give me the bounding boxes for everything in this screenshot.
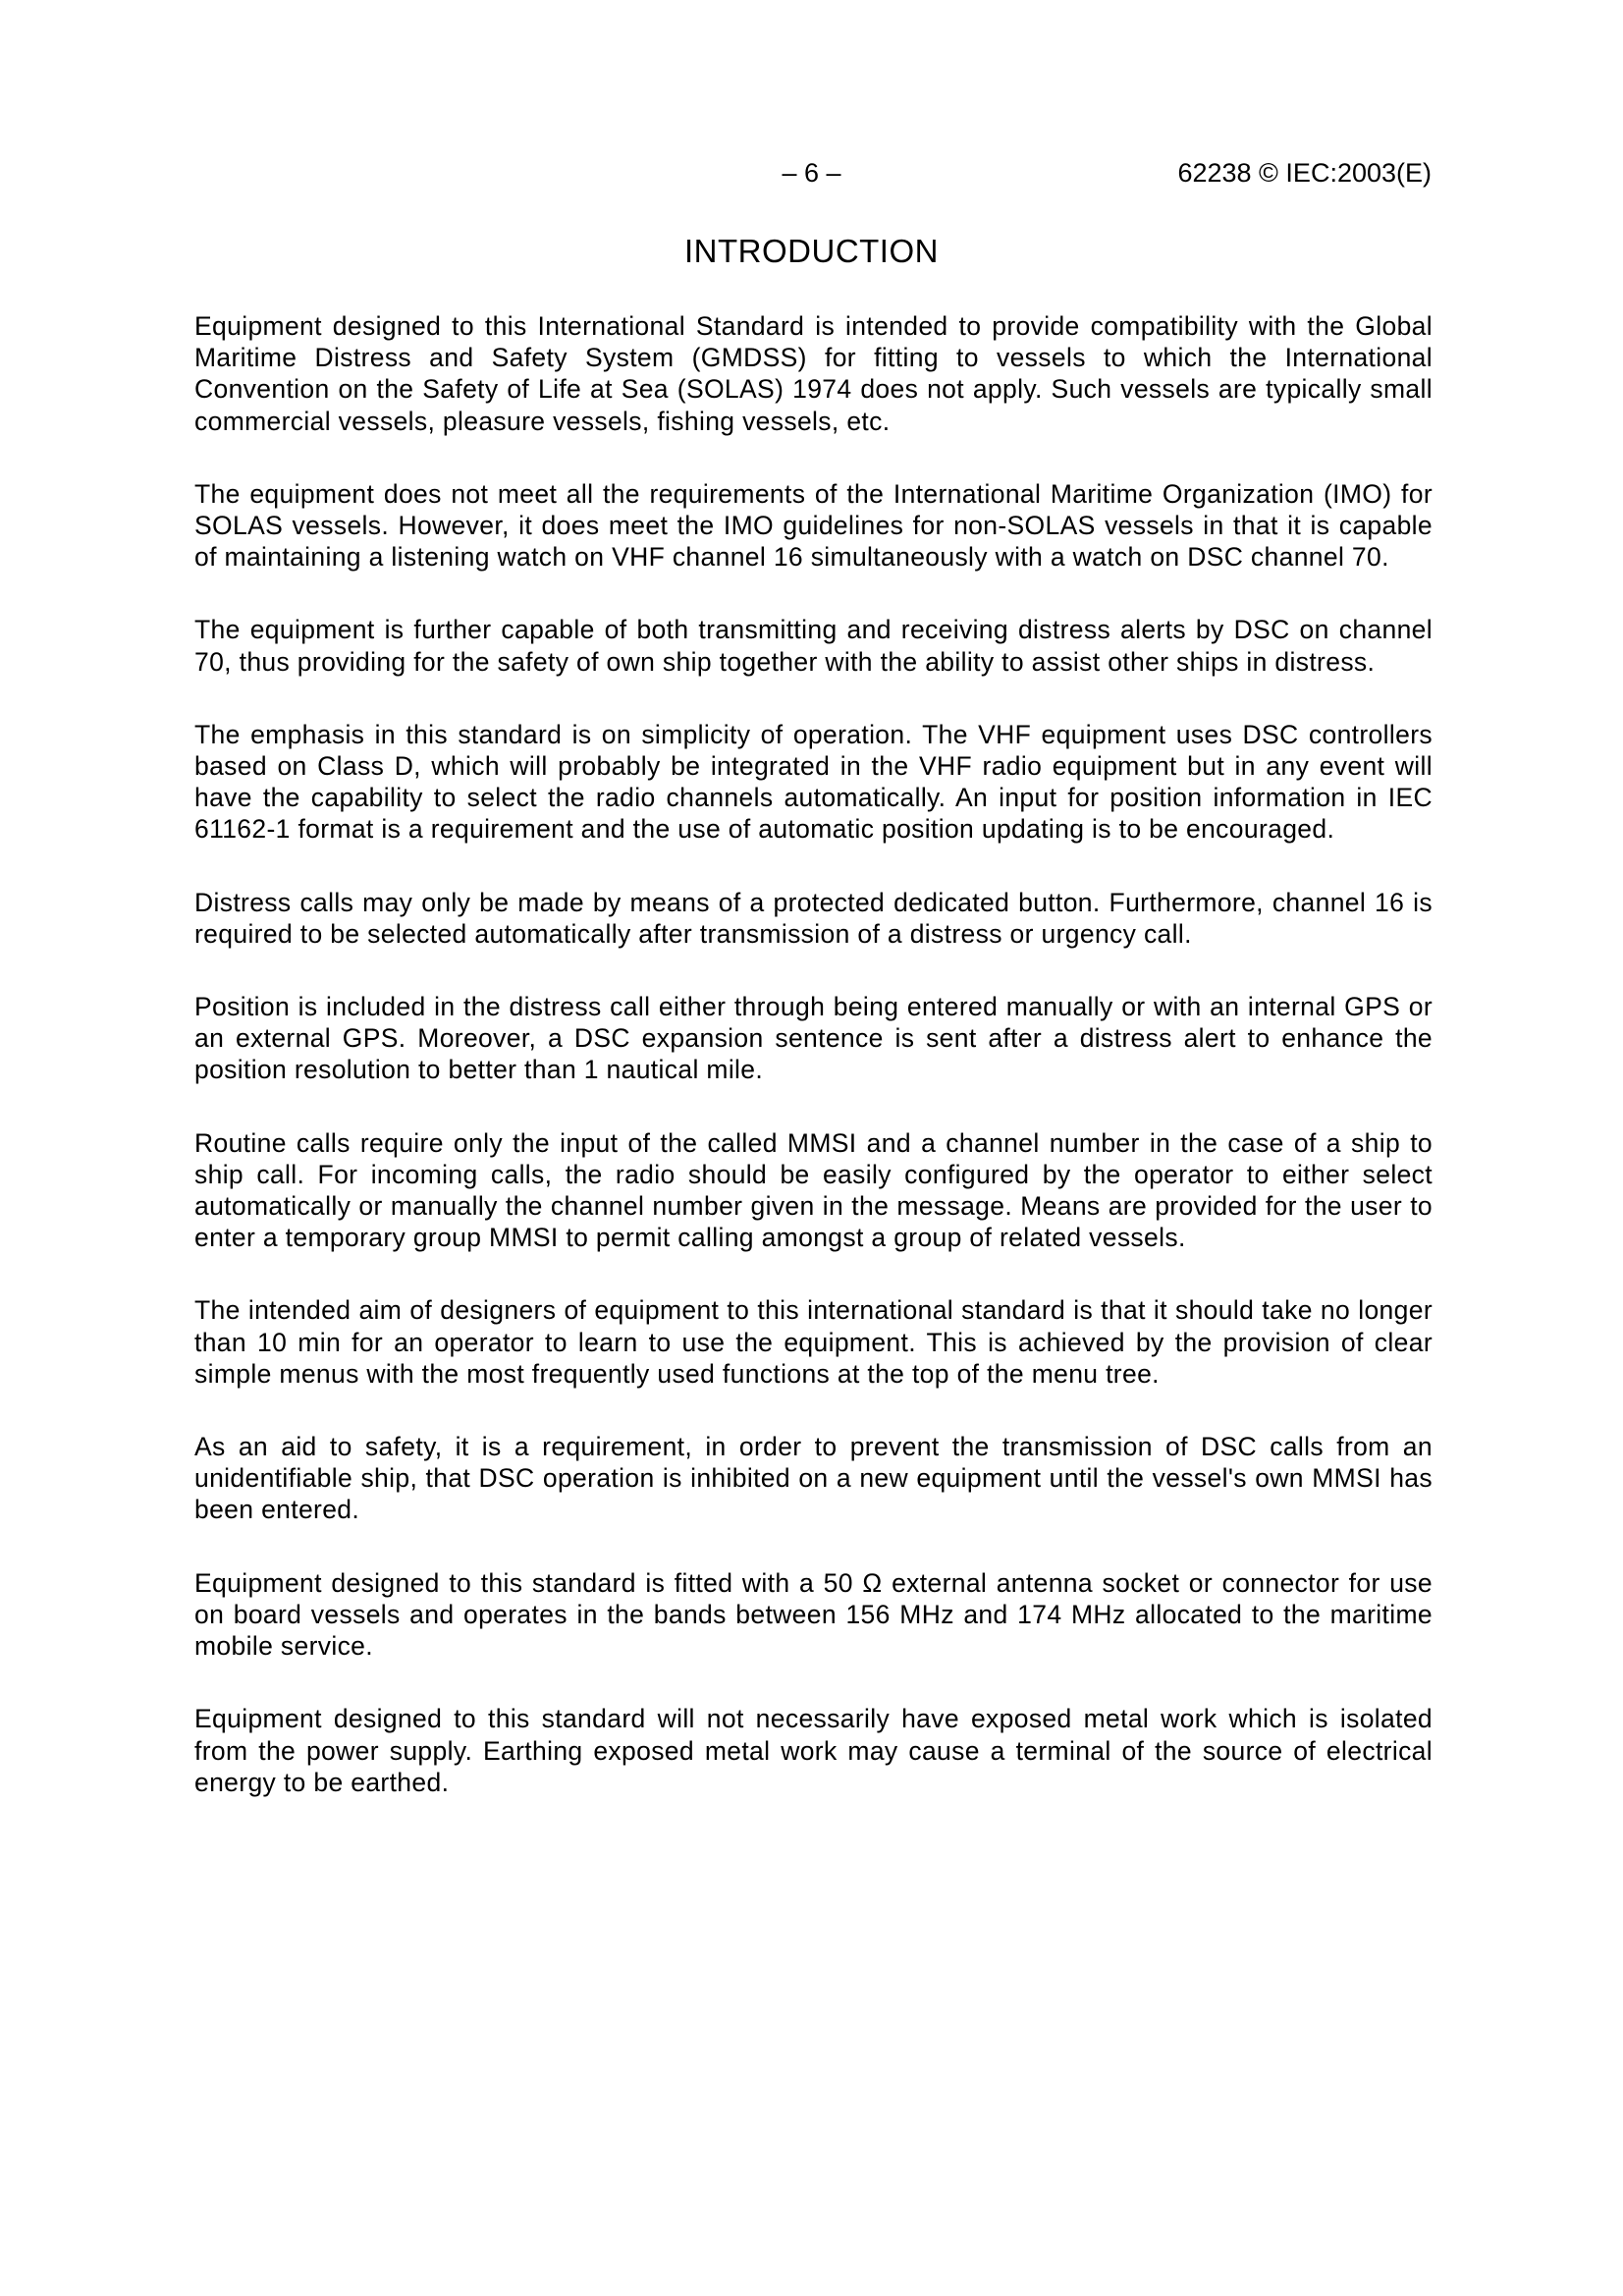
body-text bbox=[194, 310, 1433, 1839]
page-header bbox=[0, 153, 1623, 192]
paragraph: Equipment designed to this standard will not necessarily have exposed metal work which is isolated from the power supply. Earthing exposed metal work may cause a terminal of the source of electrical energy to be earthed. bbox=[194, 1704, 1433, 1797]
paragraph: Equipment designed to this standard is fitted with a 50 Ω external antenna socket or connector for use on board vessels and operates in the bands between 156 MHz and 174 MHz allocated to the maritime mobile service. bbox=[194, 1567, 1433, 1662]
paragraph: The intended aim of designers of equipment to this international standard is that it should take no longer than 10 min for an operator to learn to use the equipment. This is achieved by the provision of clear simple menus with the most frequently used functions at the top of the menu tree. bbox=[194, 1295, 1433, 1389]
section-title: INTRODUCTION bbox=[684, 233, 939, 269]
paragraph: As an aid to safety, it is a requirement, in order to prevent the transmission of DSC calls from an unidentifiable ship, that DSC operation is inhibited on a new equipment until the vessel's own MMSI has been entered. bbox=[194, 1432, 1433, 1525]
paragraph: Routine calls require only the input of the called MMSI and a channel number in the case of a ship to ship call. For incoming calls, the radio should be easily configured by the operator to either select automatically or manually the channel number given in the message. Means are provided for the user to enter a temporary group MMSI to permit calling amongst a group of related vessels. bbox=[194, 1127, 1433, 1253]
document-reference: 62238 © IEC:2003(E) bbox=[1177, 158, 1432, 188]
paragraph: The equipment is further capable of both transmitting and receiving distress alerts by DSC on channel 70, thus providing for the safety of own ship together with the ability to assist other ships in distress. bbox=[194, 615, 1433, 677]
page-number: – 6 – bbox=[782, 158, 841, 188]
paragraph: Equipment designed to this International Standard is intended to provide compatibility with the Global Maritime Distress and Safety System (GMDSS) for fitting to vessels to which the International Convention on the Safety of Life at Sea (SOLAS) 1974 does not apply. Such vessels are typically small commercial vessels, pleasure vessels, fishing vessels, etc. bbox=[194, 311, 1433, 436]
paragraph: Distress calls may only be made by means of a protected dedicated button. Furthermore, channel 16 is required to be selected automatically after transmission of a distress or urgency call. bbox=[194, 887, 1433, 949]
paragraph: Position is included in the distress call either through being entered manually or with an internal GPS or an external GPS. Moreover, a DSC expansion sentence is sent after a distress alert to enhance the position resolution to better than 1 nautical mile. bbox=[194, 992, 1433, 1085]
paragraph: The emphasis in this standard is on simplicity of operation. The VHF equipment uses DSC controllers based on Class D, which will probably be integrated in the VHF radio equipment but in any event will have the capability to select the radio channels automatically. An input for position information in IEC 61162-1 format is a requirement and the use of automatic position updating is to be encouraged. bbox=[194, 719, 1433, 845]
paragraph: The equipment does not meet all the requirements of the International Maritime Organization (IMO) for SOLAS vessels. However, it does meet the IMO guidelines for non-SOLAS vessels in that it is capable of maintaining a listening watch on VHF channel 16 simultaneously with a watch on DSC channel 70. bbox=[194, 478, 1433, 573]
